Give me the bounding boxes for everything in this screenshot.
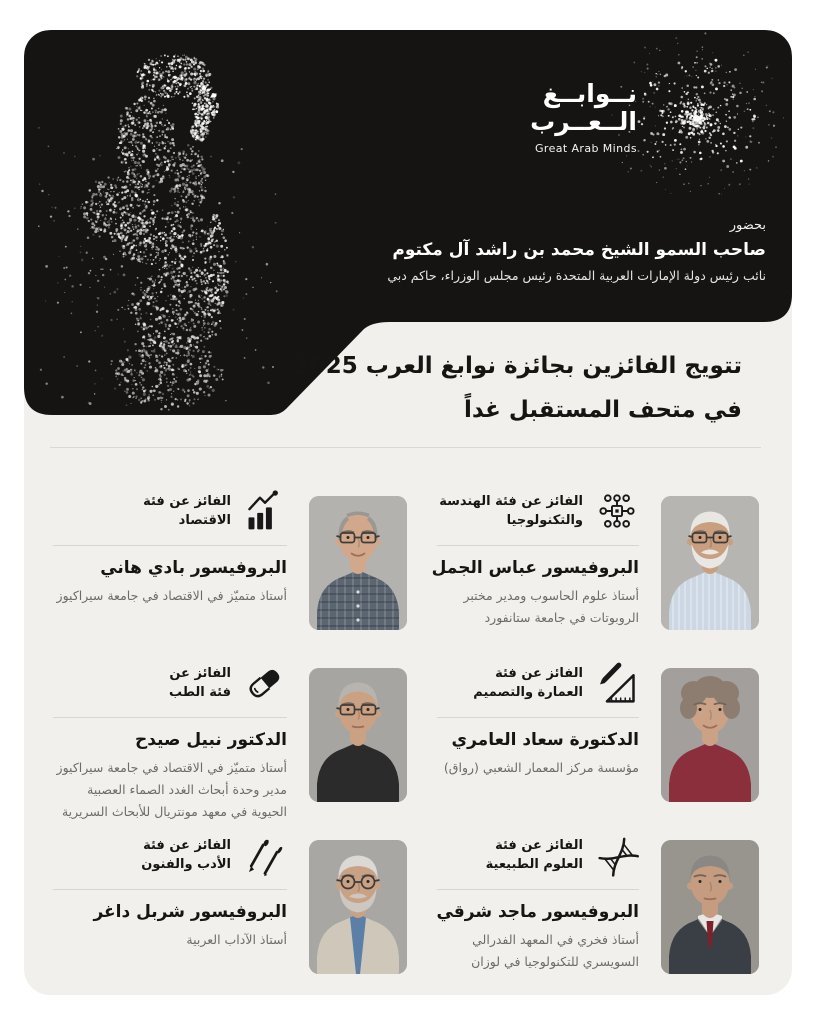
winner-photo <box>309 668 407 802</box>
presence-kicker: بحضور <box>729 218 766 233</box>
winners-row <box>53 660 759 832</box>
category-label: الفائز عن فئة الهندسة والتكنولوجيا <box>439 494 583 528</box>
winner-name: البروفيسور ماجد شرقي <box>436 902 639 922</box>
card-divider <box>53 717 287 718</box>
winner-photo <box>309 840 407 974</box>
winner-photo <box>309 496 407 630</box>
card-divider <box>53 545 287 546</box>
card-divider <box>437 889 639 890</box>
brand-arabic-line2: الــعــرب <box>530 107 637 136</box>
winner-name: البروفيسور شربل داغر <box>93 902 287 922</box>
category-label: الفائز عن فئة العمارة والتصميم <box>473 666 583 700</box>
winner-name: البروفيسور عباس الجمل <box>431 558 639 578</box>
winner-description: أستاذ الآداب العربية <box>186 932 287 947</box>
winner-photo <box>661 496 759 630</box>
architecture-ruler-pencil-icon <box>595 660 639 706</box>
category-label: الفائز عن فئة الطب <box>169 666 231 700</box>
winner-name: الدكتورة سعاد العامري <box>451 730 639 750</box>
card-divider <box>437 717 639 718</box>
card-divider <box>437 545 639 546</box>
headline-line1: تتويج الفائزين بجائزة نوابغ العرب 2025 <box>293 353 742 379</box>
winner-description: مؤسسة مركز المعمار الشعبي (رواق) <box>443 760 639 775</box>
winner-card-literature <box>53 832 407 995</box>
natural-sciences-dna-icon <box>595 832 639 878</box>
winner-photo <box>661 840 759 974</box>
medicine-capsule-icon <box>243 660 287 706</box>
brand-arabic-line1: نــوابــغ <box>542 79 637 108</box>
economics-chart-icon <box>243 488 287 534</box>
winner-description: أستاذ متميّز في الاقتصاد في جامعة سيراكيوز مدير وحدة أبحاث الغدد الصماء العصبية الحيوية في معهد مونتريال للأبحاث السريرية <box>56 760 287 819</box>
headline-line2: في متحف المستقبل غداً <box>463 397 742 423</box>
brand-english: Great Arab Minds <box>534 142 637 155</box>
category-label: الفائز عن فئة العلوم الطبيعية <box>485 838 583 872</box>
brand-logo <box>530 80 637 155</box>
winner-card-engineering <box>431 488 759 660</box>
category-label: الفائز عن فئة الاقتصاد <box>143 494 231 528</box>
chip-network-icon <box>595 488 639 534</box>
winner-description: أستاذ فخري في المعهد الفدرالي السويسري للتكنولوجيا في لوزان <box>471 932 639 969</box>
winner-name: الدكتور نبيل صيدح <box>134 730 287 750</box>
winner-name: البروفيسور بادي هاني <box>100 558 287 578</box>
literature-pen-brush-icon <box>243 832 287 878</box>
winners-row <box>53 488 759 660</box>
winners-grid <box>53 488 759 995</box>
winner-card-medicine <box>53 660 407 832</box>
headline <box>282 344 742 432</box>
winners-row <box>53 832 759 995</box>
poster-card <box>24 30 792 995</box>
winner-card-architecture <box>437 660 759 832</box>
winner-card-natural-sciences <box>437 832 759 995</box>
presence-block <box>387 218 766 283</box>
presence-name: صاحب السمو الشيخ محمد بن راشد آل مكتوم <box>392 240 766 260</box>
section-divider <box>50 447 761 448</box>
presence-title: نائب رئيس دولة الإمارات العربية المتحدة رئيس مجلس الوزراء، حاكم دبي <box>387 268 766 283</box>
winner-card-economics <box>53 488 407 660</box>
card-divider <box>53 889 287 890</box>
winner-description: أستاذ متميّز في الاقتصاد في جامعة سيراكيوز <box>56 588 287 603</box>
winner-description: أستاذ علوم الحاسوب ومدير مختبر الروبوتات في جامعة ستانفورد <box>463 588 639 625</box>
category-label: الفائز عن فئة الأدب والفنون <box>141 838 231 872</box>
winner-photo <box>661 668 759 802</box>
